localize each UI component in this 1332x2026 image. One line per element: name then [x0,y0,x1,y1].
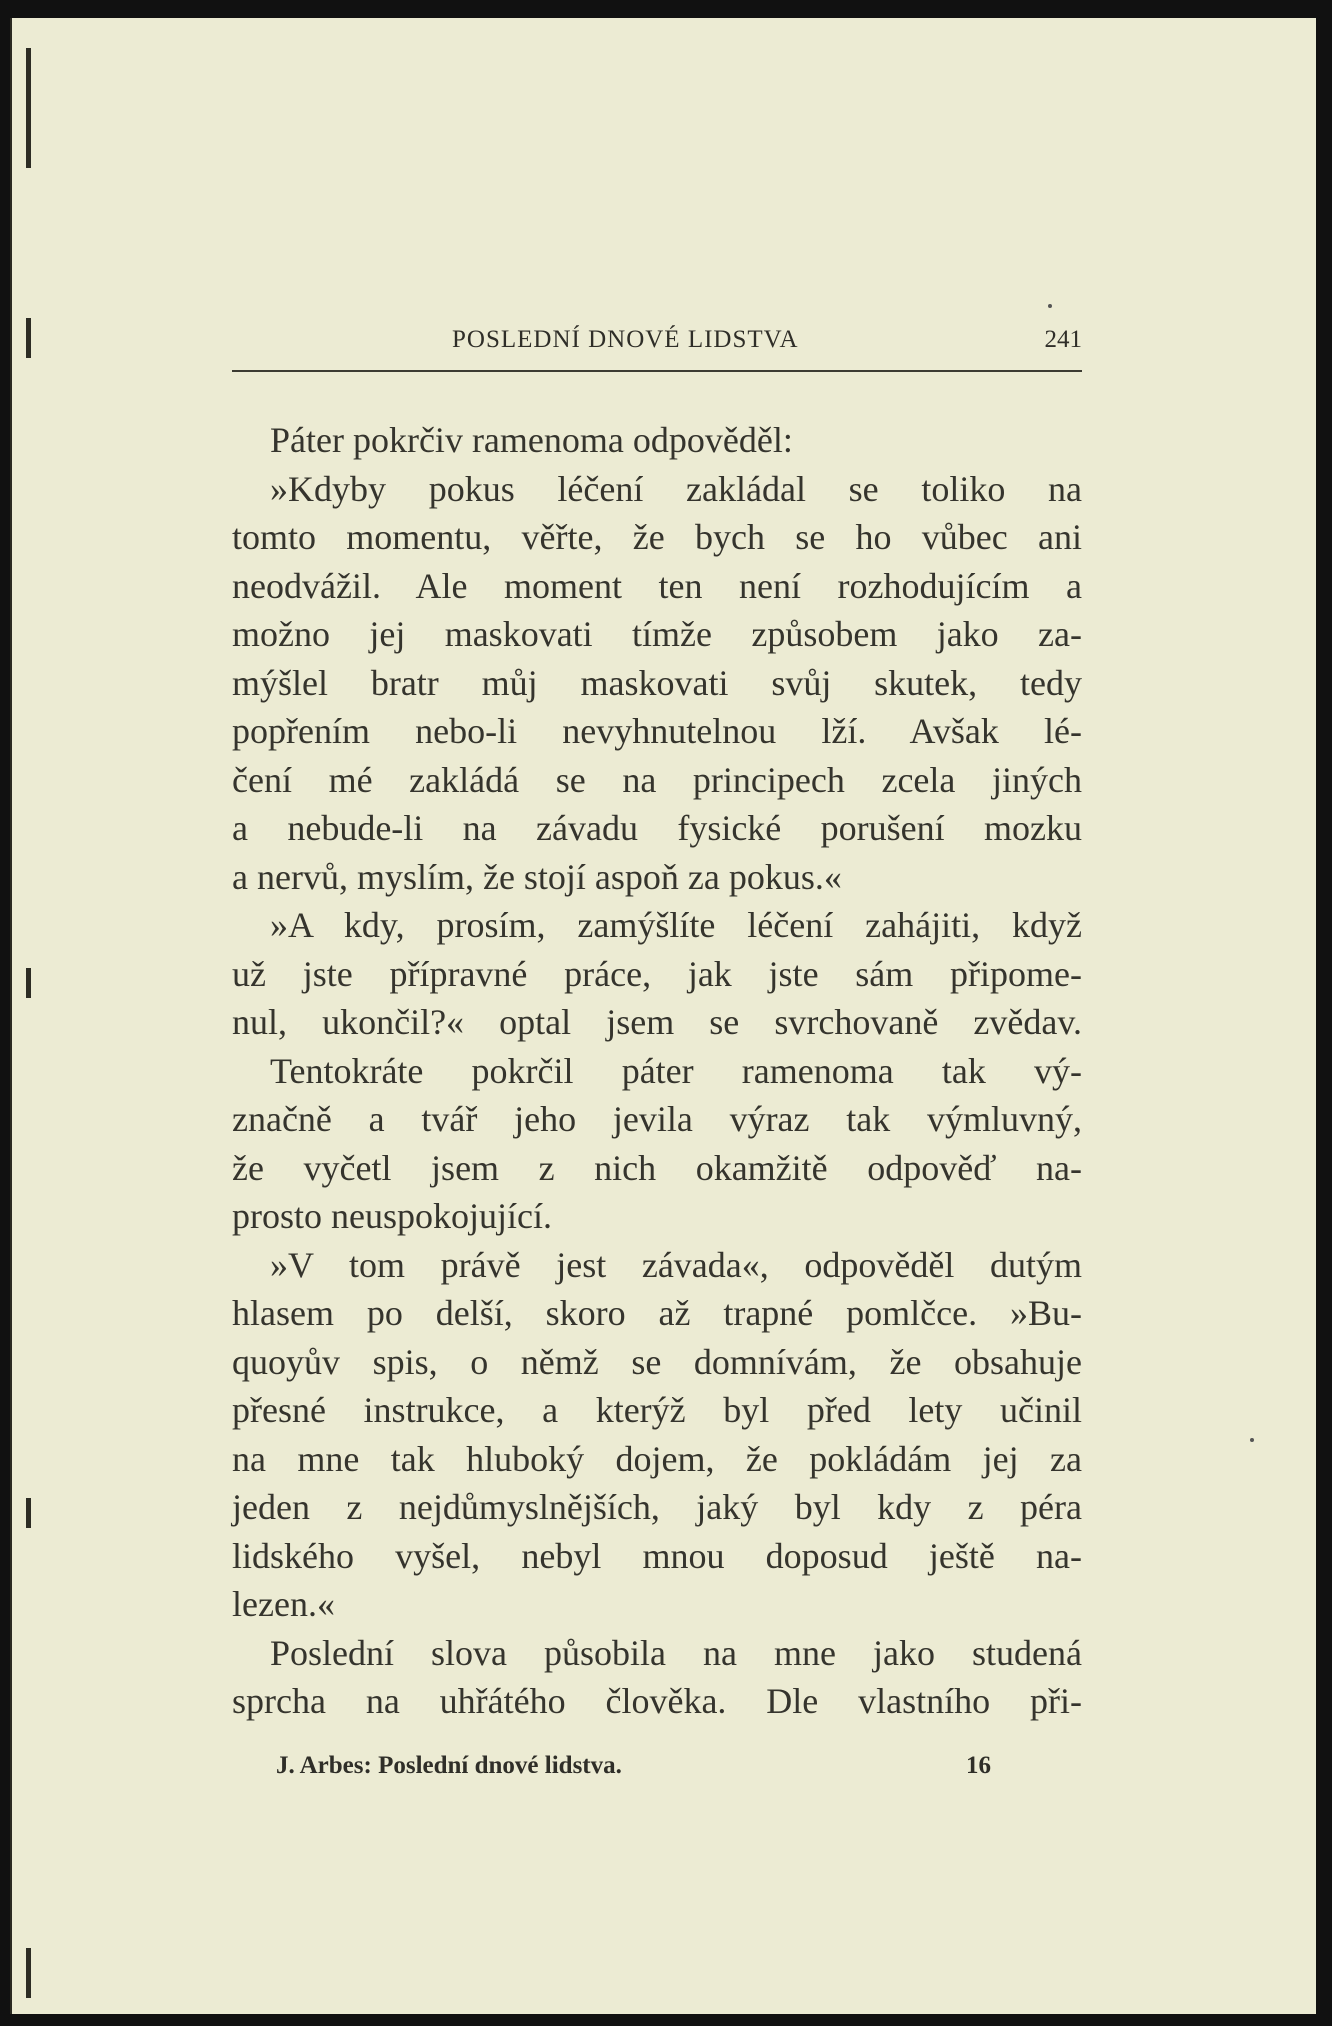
text-line: Páter pokrčiv ramenoma odpověděl: [270,420,793,460]
text-line: neodvážil. Ale moment ten není rozhodujícím a [232,565,1082,606]
text-line: jeden z nejdůmyslnějších, jaký byl kdy z péra [232,1487,1082,1527]
text-line: už jste přípravné práce, jak jste sám připome- [232,953,1082,994]
text-line: a nebude-li na závadu fysické porušení mozku [232,808,1082,848]
paper-speck [1048,304,1052,308]
footer-signature: J. Arbes: Poslední dnové lidstva. [276,1752,622,1779]
spine-mark [26,318,31,358]
text-line: popřením nebo-li nevyhnutelnou lží. Avšak lé- [232,711,1082,751]
text-line: a nervů, myslím, že stojí aspoň za pokus.« [232,856,842,897]
text-line: Tentokráte pokrčil páter ramenoma tak vý- [270,1050,1082,1091]
text-line: lidského vyšel, nebyl mnou doposud ještě na- [232,1535,1082,1576]
body-text [232,416,1082,1726]
text-line: čení mé zakládá se na principech zcela jiných [232,759,1082,800]
text-line: nul, ukončil?« optal jsem se svrchovaně zvědav. [232,1002,1082,1042]
spine-mark [26,48,31,168]
text-line: mýšlel bratr můj maskovati svůj skutek, tedy [232,662,1082,703]
text-line: že vyčetl jsem z nich okamžitě odpověď na- [232,1147,1082,1188]
paper-speck [1250,1438,1254,1442]
running-header-title: POSLEDNÍ DNOVÉ LIDSTVA [452,326,799,353]
text-line: hlasem po delší, skoro až trapné pomlčce. »Bu- [232,1293,1082,1333]
running-header [232,326,1082,372]
text-line: quoyův spis, o němž se domnívám, že obsahuje [232,1341,1082,1382]
spine-mark [26,968,31,998]
text-line: »A kdy, prosím, zamýšlíte léčení zahájiti, když [270,905,1082,945]
text-line: přesné instrukce, a kterýž byl před lety učinil [232,1390,1082,1430]
text-line: »Kdyby pokus léčení zakládal se toliko na [270,468,1082,509]
text-line: Poslední slova působila na mne jako studená [270,1632,1082,1673]
text-line: sprcha na uhřátého člověka. Dle vlastního při- [232,1681,1082,1721]
text-line: prosto neuspokojující. [232,1196,552,1236]
sheet-number: 16 [966,1752,991,1779]
page-number: 241 [1044,326,1082,353]
text-line: na mne tak hluboký dojem, že pokládám jej za [232,1438,1082,1479]
text-line: tomto momentu, věřte, že bych se ho vůbec ani [232,517,1082,557]
text-line: možno jej maskovati tímže způsobem jako za- [232,614,1082,654]
text-line: značně a tvář jeho jevila výraz tak výmluvný, [232,1099,1082,1139]
spine-mark [26,1948,31,1998]
spine-mark [26,1498,31,1528]
text-line: »V tom právě jest závada«, odpověděl dutým [270,1244,1082,1285]
text-line: lezen.« [232,1584,335,1624]
